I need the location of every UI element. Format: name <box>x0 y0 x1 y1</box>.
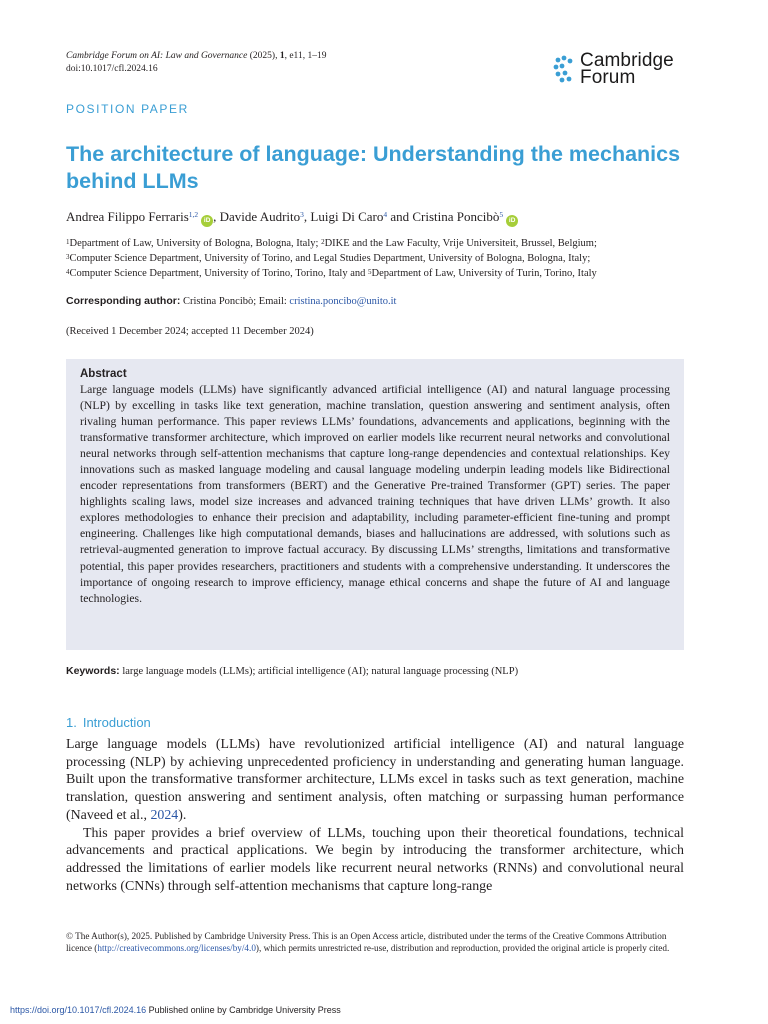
affiliation-text: Department of Law, University of Bologna, Bologna, Italy; <box>69 238 322 249</box>
article-type-label: POSITION PAPER <box>66 102 189 116</box>
publication-footer <box>10 1004 341 1016</box>
published-online-text: Published online by Cambridge University Press <box>146 1005 341 1015</box>
section-title: Introduction <box>82 715 151 730</box>
keywords <box>66 664 518 679</box>
orcid-icon[interactable]: iD <box>201 215 213 227</box>
author-separator: , <box>303 209 311 224</box>
author-separator: and <box>387 209 413 224</box>
copyright-footnote <box>66 930 684 954</box>
keywords-label: Keywords: <box>66 665 120 677</box>
affiliation-number: 2 <box>321 238 325 246</box>
corresponding-email-link[interactable]: cristina.poncibo@unito.it <box>289 296 397 307</box>
author-name: Luigi Di Caro <box>310 209 384 224</box>
abstract-text: Large language models (LLMs) have significantly advanced artificial intelligence (AI) and natural language processing (NLP) by excelling in tasks like text generation, machine translation, question answering and sentiment analysis, often rivaling human performance. This paper reviews LLMs’ foundations, advancements and applications, beginning with the transformative transformer architecture, which improved on earlier models like recurrent neural networks and convolutional neural networks through self-attention mechanisms that capture long-range dependencies and contextual relationships. Key innovations such as masked language modeling and causal language modeling underpin leading models like Bidirectional encoder representations from transformers (BERT) and the Generative Pre-trained Transformer (GPT) series. The paper highlights scaling laws, model size increases and advanced training techniques that have driven LLMs’ growth. It also explores methodologies to enhance their precision and adaptability, including parameter-efficient fine-tuning and prompt engineering. Challenges like high computational demands, biases and hallucinations are addressed, with solutions such as retrieval-augmented generation to improve factual accuracy. By discussing LLMs’ strengths, limitations and transformative potential, this paper provides researchers, practitioners and students with a comprehensive understanding. It underscores the importance of ongoing research to improve efficiency, manage ethical concerns and shape the future of AI and language technologies. <box>80 383 670 605</box>
cambridge-forum-logo <box>553 52 674 86</box>
corresponding-text: Cristina Poncibò; Email: <box>180 296 290 307</box>
journal-pages: , e11, 1–19 <box>284 51 327 61</box>
paragraph-text: Large language models (LLMs) have revolutionized artificial intelligence (AI) and natural language processing (NLP) by achieving unprecedented proficiency in understanding and generating human language. Built upon the transformative transformer architecture, LLMs excel in tasks such as text generation, machine translation, question answering and sentiment analysis, often matching or surpassing human performance (Naveed et al., <box>66 737 684 823</box>
author-name: Davide Audrito <box>219 209 301 224</box>
logo-wordmark <box>580 52 674 86</box>
abstract-box <box>66 359 684 650</box>
affiliations <box>66 236 686 281</box>
affiliation-text: Computer Science Department, University of Torino, and Legal Studies Department, University of Bologna, Bologna, Italy; <box>69 253 591 264</box>
affiliation-text: Department of Law, University of Turin, Torino, Italy <box>371 268 597 279</box>
logo-line-2: Forum <box>580 67 636 88</box>
journal-citation <box>66 50 326 76</box>
affiliation-number: 1 <box>66 238 70 246</box>
citation-link[interactable]: 2024 <box>150 807 179 823</box>
footnote-text: ), which permits unrestricted re-use, distribution and reproduction, provided the original article is properly cited. <box>255 943 670 953</box>
license-link[interactable]: http://creativecommons.org/licenses/by/4.0 <box>97 943 256 953</box>
journal-volume: 1 <box>279 51 285 61</box>
paragraph: This paper provides a brief overview of LLMs, touching upon their theoretical foundations, technical advancements and practical applications. We begin by introducing the transformer architecture, which addressed the limitations of earlier models like recurrent neural networks (RNNs) and convolutional neural networks (CNNs) through self-attention mechanisms that capture long-range <box>66 825 684 894</box>
introduction-body <box>66 736 684 895</box>
logo-line-1: Cambridge <box>580 50 674 71</box>
author-separator: , <box>213 209 220 224</box>
cambridge-dots-icon <box>553 54 575 84</box>
author-list <box>66 208 518 227</box>
orcid-icon[interactable]: iD <box>506 215 518 227</box>
author-affiliation-ref: 5 <box>499 210 504 219</box>
footnote-text: © The Author(s), 2025. Published by Cambridge University Press. This is an Open Access article, distributed under the terms of the Creative Commons Attribution licence ( <box>66 931 667 953</box>
journal-year: (2025), <box>247 51 280 61</box>
corresponding-label: Corresponding author: <box>66 295 181 307</box>
author-name: Cristina Poncibò <box>412 209 500 224</box>
author-affiliation-ref: 1,2 <box>188 210 199 219</box>
author-name: Andrea Filippo Ferraris <box>66 209 189 224</box>
affiliation-number: 3 <box>66 253 70 261</box>
doi-link[interactable]: https://doi.org/10.1017/cfl.2024.16 <box>10 1005 147 1015</box>
affiliation-number: 5 <box>368 268 372 276</box>
abstract-heading: Abstract <box>80 368 127 380</box>
paragraph-text: ). <box>178 807 187 823</box>
affiliation-text: Computer Science Department, University of Torino, Torino, Italy and <box>69 268 368 279</box>
journal-name: Cambridge Forum on AI: Law and Governance <box>66 51 248 61</box>
article-title: The architecture of language: Understanding the mechanics behind LLMs <box>66 142 681 193</box>
author-affiliation-ref: 4 <box>383 210 388 219</box>
affiliation-text: DIKE and the Law Faculty, Vrije Universiteit, Brussel, Belgium; <box>324 238 597 249</box>
author-affiliation-ref: 3 <box>300 210 304 219</box>
paragraph <box>66 736 684 825</box>
journal-doi: doi:10.1017/cfl.2024.16 <box>66 64 158 74</box>
section-heading-introduction <box>66 714 151 732</box>
section-number: 1. <box>66 715 77 730</box>
corresponding-author <box>66 294 396 309</box>
received-dates: (Received 1 December 2024; accepted 11 December 2024) <box>66 326 314 337</box>
keywords-text: large language models (LLMs); artificial intelligence (AI); natural language processing (NLP) <box>119 666 519 677</box>
affiliation-number: 4 <box>66 268 70 276</box>
